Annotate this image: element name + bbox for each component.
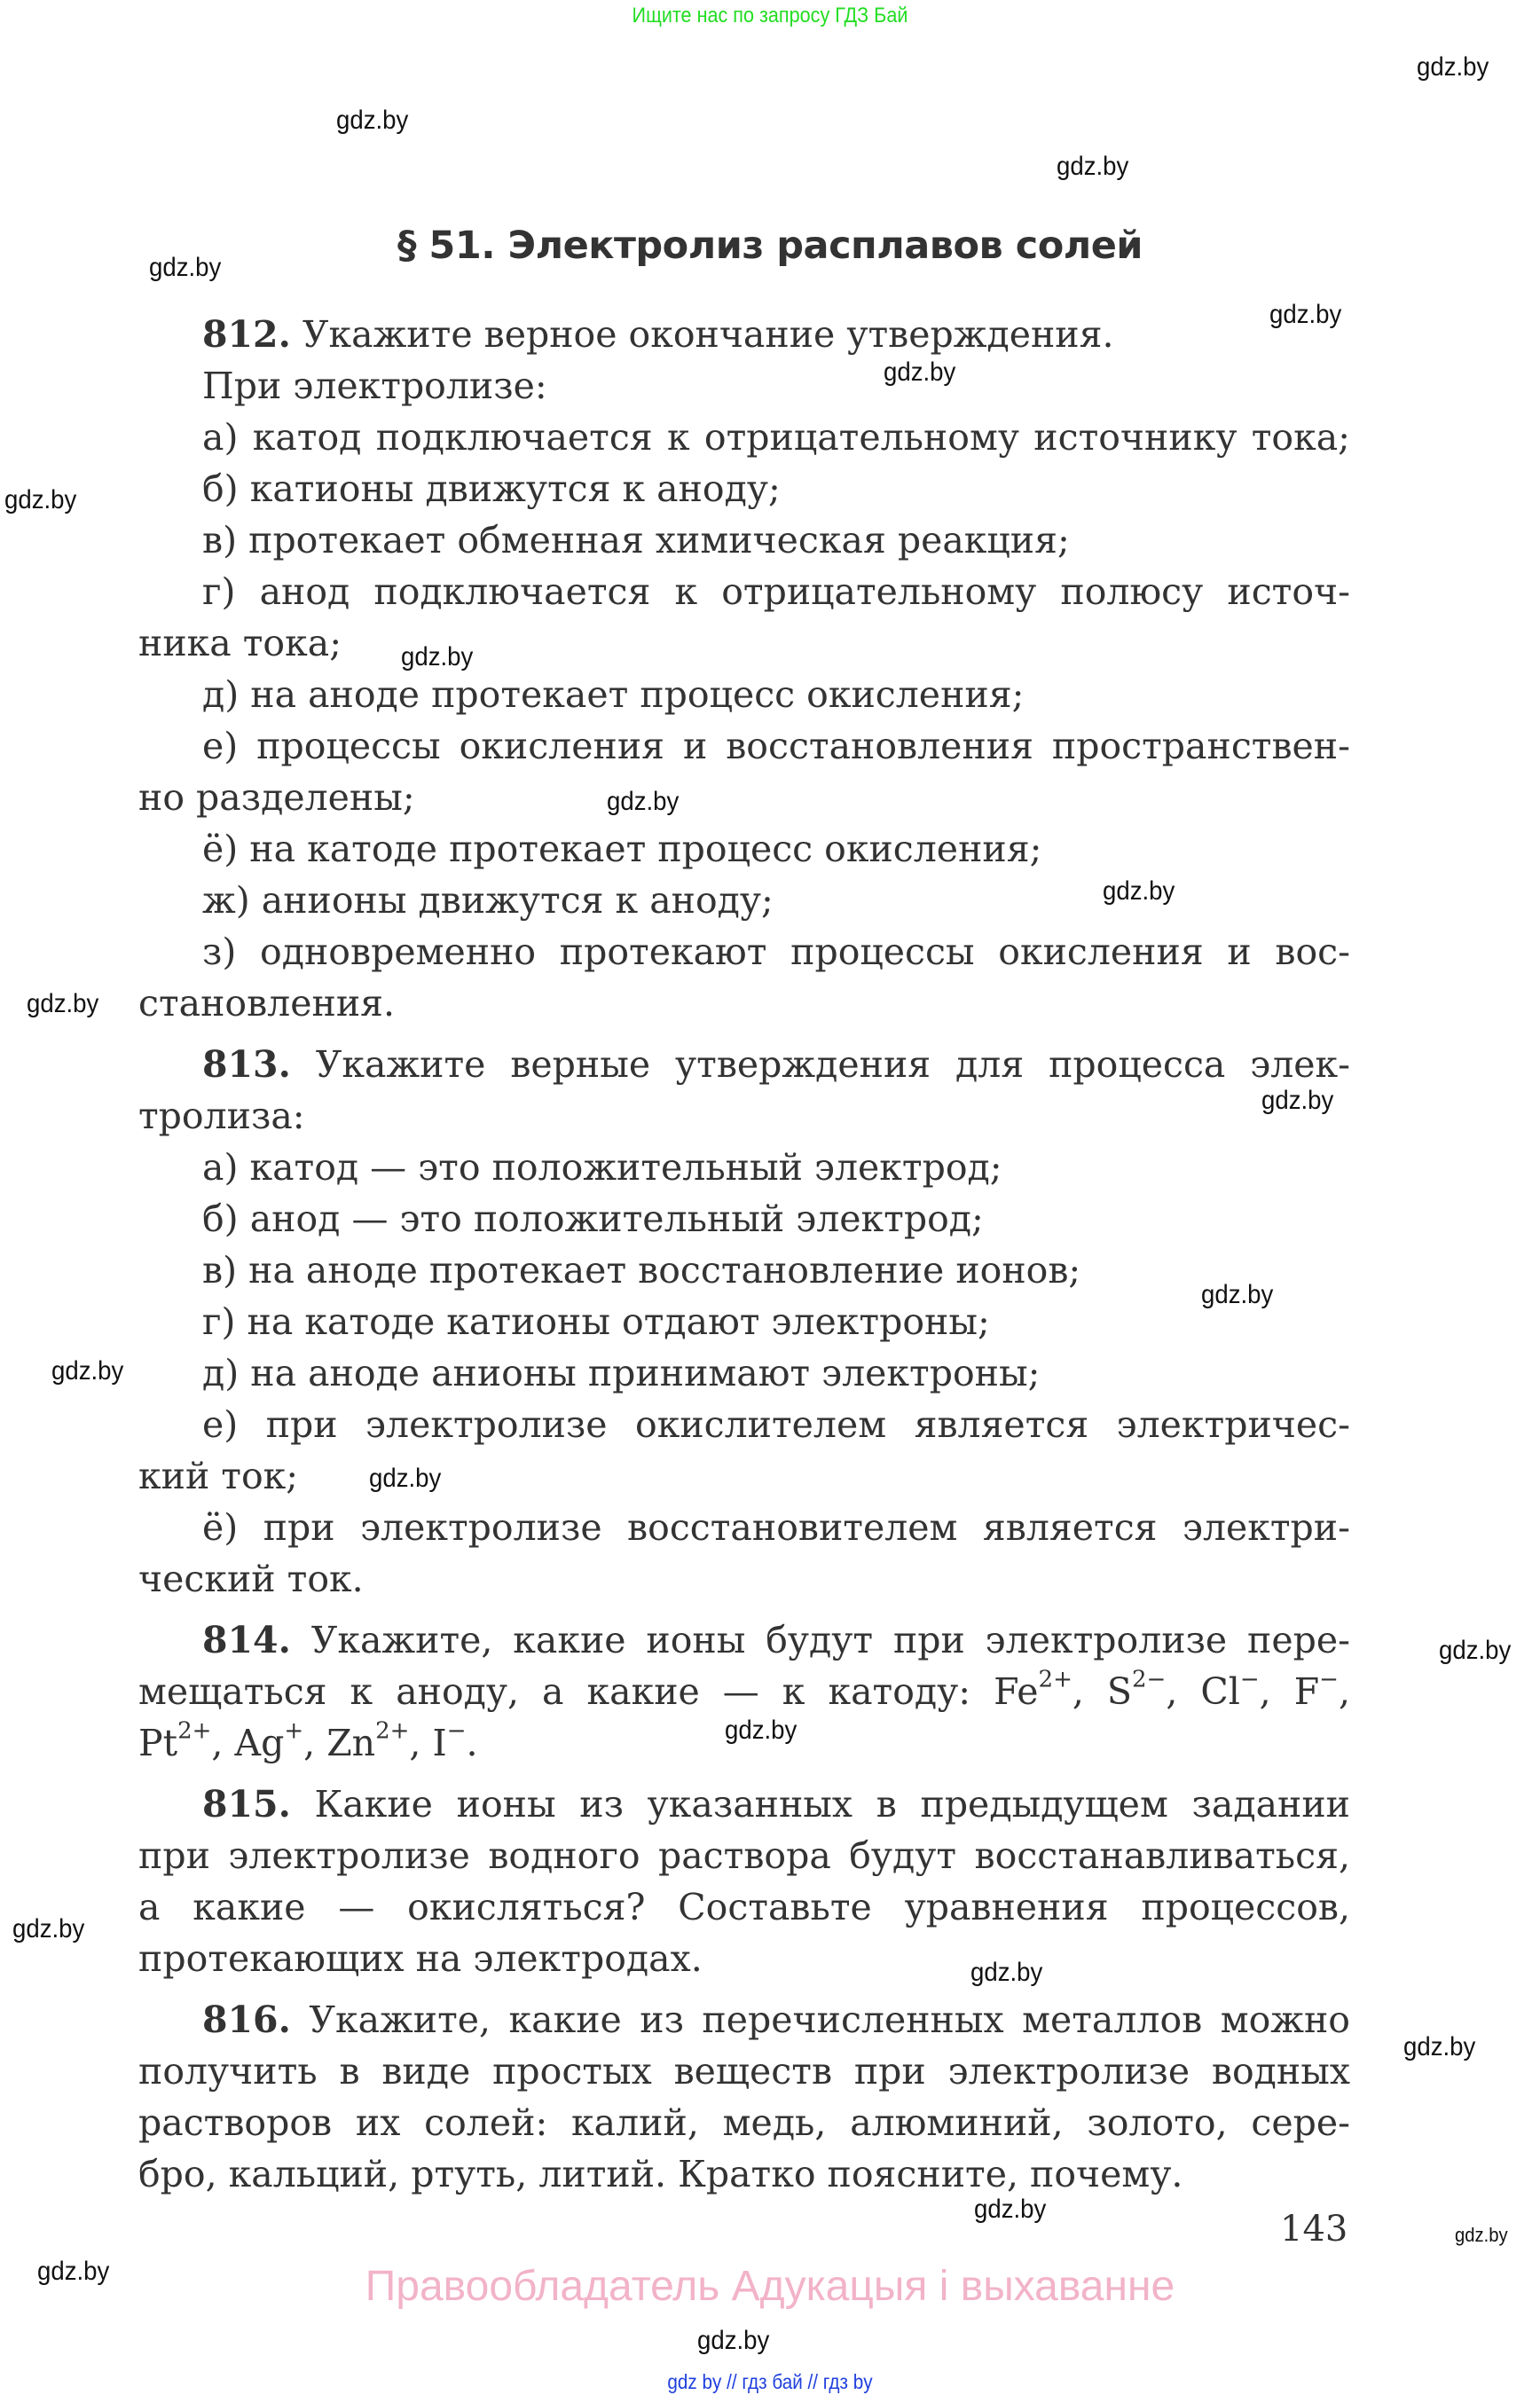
- watermark: gdz.by: [369, 1464, 442, 1493]
- watermark: gdz.by: [1269, 300, 1342, 329]
- text-line: [138, 1881, 1350, 1933]
- watermark: gdz.by: [1261, 1086, 1334, 1115]
- text-line: [138, 1090, 1350, 1142]
- text-segment: , Cl: [1166, 1670, 1240, 1713]
- text-line: [202, 412, 1350, 463]
- text-segment: ё) на катоде протекает процесс окисления;: [202, 828, 1042, 870]
- text-line: [202, 669, 1350, 720]
- ion-charge: +: [284, 1717, 304, 1745]
- watermark: gdz.by: [970, 1958, 1043, 1987]
- text-segment: а) катод — это положительный электрод;: [202, 1146, 1002, 1189]
- text-line: [138, 617, 1350, 669]
- watermark: gdz.by: [149, 253, 222, 282]
- watermark: gdz.by: [27, 989, 99, 1018]
- text-line: [202, 926, 1350, 978]
- text-line: [138, 2046, 1350, 2097]
- exercise-number: 813.: [202, 1043, 291, 1086]
- text-line: [202, 309, 1350, 360]
- text-segment: в) протекает обменная химическая реакция;: [202, 519, 1070, 561]
- text-segment: получить в виде простых веществ при электролизе водных: [138, 2050, 1350, 2093]
- text-segment: , I: [409, 1722, 447, 1764]
- text-line: [202, 1994, 1350, 2046]
- watermark: gdz.by: [884, 357, 956, 387]
- text-line: [202, 1502, 1350, 1553]
- text-line: [138, 1450, 1350, 1502]
- watermark: gdz.by: [4, 485, 77, 514]
- search-hint-banner: Ищите нас по запросу ГДЗ Бай: [632, 4, 908, 27]
- text-segment: , Zn: [303, 1722, 376, 1764]
- text-segment: тролиза:: [138, 1095, 305, 1137]
- text-segment: Укажите верные утверждения для процесса элек-: [290, 1043, 1350, 1086]
- watermark: gdz.by: [1403, 2032, 1476, 2061]
- text-line: [202, 720, 1350, 772]
- page-number: 143: [1280, 2209, 1348, 2250]
- text-segment: протекающих на электродах.: [138, 1937, 703, 1980]
- text-segment: д) на аноде анионы принимают электроны;: [202, 1352, 1041, 1394]
- watermark: gdz.by: [974, 2195, 1047, 2224]
- exercise-number: 812.: [202, 313, 291, 356]
- text-line: [138, 772, 1350, 823]
- watermark: gdz.by: [1417, 52, 1489, 82]
- watermark: gdz.by: [1201, 1280, 1274, 1309]
- text-line: [202, 1296, 1350, 1347]
- text-line: [202, 566, 1350, 617]
- watermark: gdz.by: [1439, 1636, 1512, 1665]
- text-segment: а) катод подключается к отрицательному источнику тока;: [202, 416, 1350, 459]
- ion-charge: −: [1319, 1666, 1339, 1693]
- text-segment: е) процессы окисления и восстановления пространствен-: [202, 725, 1350, 767]
- watermark: gdz.by: [37, 2257, 110, 2286]
- text-segment: Укажите, какие ионы будут при электролизе пере-: [290, 1619, 1350, 1661]
- text-segment: б) анод — это положительный электрод;: [202, 1198, 984, 1240]
- text-segment: ё) при электролизе восстановителем является электри-: [202, 1506, 1350, 1549]
- text-segment: кий ток;: [138, 1455, 299, 1497]
- text-segment: а какие — окисляться? Составьте уравнения процессов,: [138, 1886, 1350, 1928]
- ion-charge: 2+: [177, 1717, 212, 1745]
- text-line: [138, 2148, 1350, 2200]
- text-line: [202, 514, 1350, 566]
- text-segment: Какие ионы из указанных в предыдущем задании: [290, 1783, 1350, 1826]
- text-line: [202, 360, 1350, 412]
- ion-charge: 2+: [375, 1717, 410, 1745]
- text-segment: Укажите, какие из перечисленных металлов можно: [290, 1999, 1350, 2041]
- exercise-number: 816.: [202, 1999, 291, 2041]
- watermark: gdz.by: [401, 642, 474, 671]
- text-line: [202, 1193, 1350, 1245]
- ion-charge: −: [446, 1717, 467, 1745]
- text-segment: г) анод подключается к отрицательному полюсу источ-: [202, 570, 1350, 613]
- text-segment: растворов их солей: калий, медь, алюминий, золото, сере-: [138, 2101, 1350, 2144]
- text-segment: д) на аноде протекает процесс окисления;: [202, 673, 1025, 716]
- text-segment: ,: [1338, 1670, 1350, 1713]
- section-title: § 51. Электролиз расплавов солей: [397, 224, 1143, 268]
- watermark: gdz.by: [51, 1356, 124, 1386]
- text-segment: становления.: [138, 982, 396, 1025]
- text-segment: ника тока;: [138, 622, 342, 664]
- exercise-number: 815.: [202, 1783, 291, 1826]
- text-segment: , S: [1072, 1670, 1133, 1713]
- text-line: [138, 1553, 1350, 1605]
- footer-links[interactable]: gdz by // гдз бай // гдз by: [667, 2370, 873, 2393]
- watermark: gdz.by: [697, 2326, 770, 2355]
- ion-charge: −: [1239, 1666, 1260, 1693]
- watermark: gdz.by: [607, 787, 680, 816]
- watermark: gdz.by: [1455, 2224, 1508, 2246]
- text-segment: в) на аноде протекает восстановление ионов;: [202, 1249, 1081, 1292]
- text-line: [138, 1933, 1350, 1984]
- text-line: [202, 1779, 1350, 1830]
- text-line: [138, 1830, 1350, 1881]
- text-segment: мещаться к аноду, а какие — к катоду: Fe: [138, 1670, 1039, 1713]
- text-segment: е) при электролизе окислителем является электричес-: [202, 1403, 1350, 1446]
- exercise-number: 814.: [202, 1619, 291, 1661]
- text-line: [138, 1717, 1350, 1769]
- text-segment: бро, кальций, ртуть, литий. Кратко поясните, почему.: [138, 2153, 1183, 2195]
- text-line: [202, 1614, 1350, 1666]
- text-line: [202, 1399, 1350, 1450]
- text-segment: г) на катоде катионы отдают электроны;: [202, 1300, 990, 1343]
- text-segment: Укажите верное окончание утверждения.: [290, 313, 1114, 356]
- watermark: gdz.by: [1103, 876, 1175, 906]
- text-line: [202, 1347, 1350, 1399]
- text-segment: ж) анионы движутся к аноду;: [202, 879, 774, 922]
- text-segment: .: [466, 1722, 478, 1764]
- text-line: [202, 1245, 1350, 1296]
- text-segment: при электролизе водного раствора будут восстанавливаться,: [138, 1834, 1350, 1877]
- text-segment: но разделены;: [138, 776, 415, 819]
- text-segment: При электролизе:: [202, 365, 547, 407]
- copyright-holder: Правообладатель Адукацыя і выхаванне: [365, 2263, 1175, 2310]
- text-segment: ческий ток.: [138, 1558, 364, 1600]
- text-line: [202, 1142, 1350, 1193]
- text-line: [138, 1666, 1350, 1717]
- text-line: [202, 1039, 1350, 1090]
- ion-charge: 2−: [1132, 1666, 1167, 1693]
- text-line: [202, 823, 1350, 875]
- text-line: [202, 463, 1350, 514]
- watermark: gdz.by: [336, 106, 409, 135]
- text-segment: б) катионы движутся к аноду;: [202, 467, 781, 510]
- watermark: gdz.by: [725, 1716, 798, 1745]
- text-line: [138, 978, 1350, 1029]
- text-segment: , Ag: [211, 1722, 285, 1764]
- text-line: [138, 2097, 1350, 2148]
- text-segment: з) одновременно протекают процессы окисления и вос-: [202, 931, 1350, 973]
- text-segment: Pt: [138, 1722, 178, 1764]
- ion-charge: 2+: [1038, 1666, 1072, 1693]
- text-line: [202, 875, 1350, 926]
- watermark: gdz.by: [1057, 152, 1129, 181]
- watermark: gdz.by: [12, 1914, 85, 1944]
- text-segment: , F: [1259, 1670, 1320, 1713]
